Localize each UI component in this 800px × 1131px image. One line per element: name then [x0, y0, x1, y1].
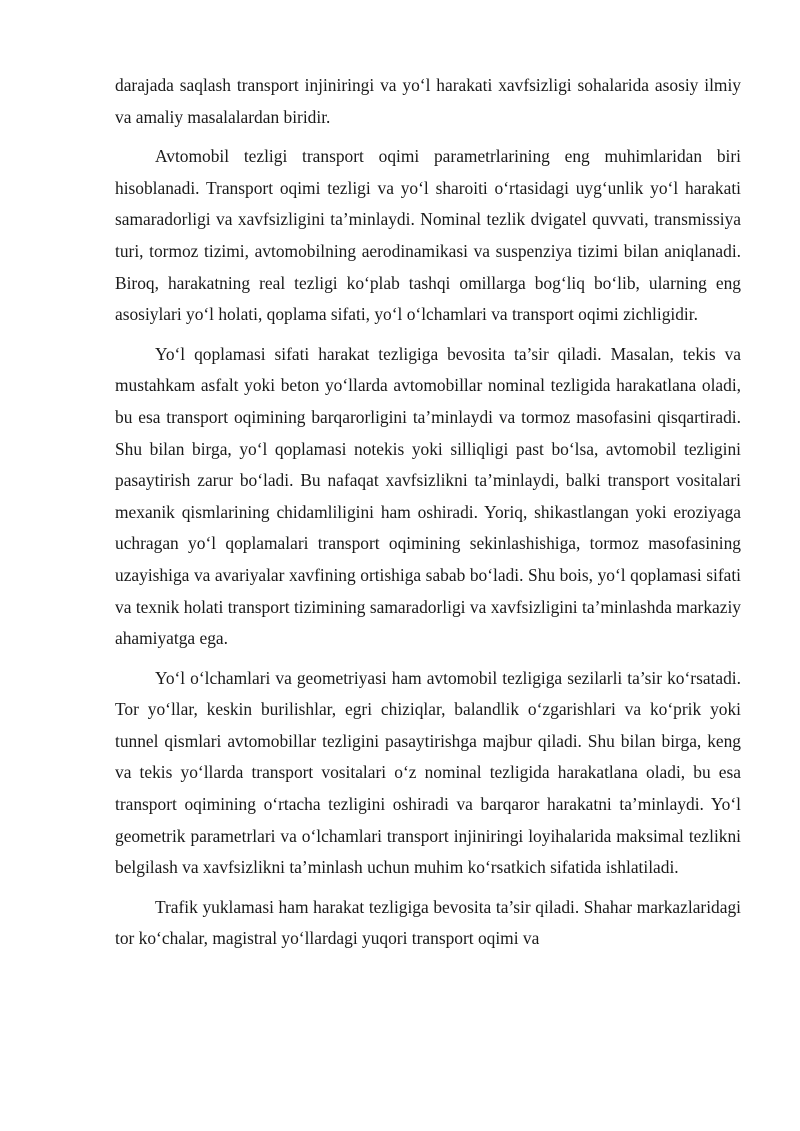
paragraph-vehicle-speed: Avtomobil tezligi transport oqimi parametrlarining eng muhimlaridan biri hisoblanadi. Transport oqimi tezligi va yo‘l sharoiti o‘rtasidagi uyg‘unlik yo‘l harakati samaradorligi va xavfsizligini ta’minlaydi. Nominal tezlik dvigatel quvvati, transmissiya turi, tormoz tizimi, avtomobilning aerodinamikasi va suspenziya tizimi bilan aniqlanadi. Biroq, harakatning real tezligi ko‘plab tashqi omillarga bog‘liq bo‘lib, ularning eng asosiylari yo‘l holati, qoplama sifati, yo‘l o‘lchamlari va transport oqimi zichligidir. [115, 146, 741, 325]
document-body [115, 70, 741, 963]
paragraph-road-surface: Yo‘l qoplamasi sifati harakat tezligiga bevosita ta’sir qiladi. Masalan, tekis va mustahkam asfalt yoki beton yo‘llarda avtomobillar nominal tezligida harakatlana oladi, bu esa transport oqimining barqarorligini ta’minlaydi va tormoz masofasini qisqartiradi. Shu bilan birga, yo‘l qoplamasi notekis yoki silliqligi past bo‘lsa, avtomobil tezligini pasaytirish zarur bo‘ladi. Bu nafaqat xavfsizlikni ta’minlaydi, balki transport vositalari mexanik qismlarining chidamliligini ham oshiradi. Yoriq, shikastlangan yoki eroziyaga uchragan yo‘l qoplamalari transport oqimining sekinlashishiga, tormoz masofasining uzayishiga va avariyalar xavfining ortishiga sabab bo‘ladi. Shu bois, yo‘l qoplamasi sifati va texnik holati transport tizimining samaradorligi va xavfsizligini ta’minlashda markaziy ahamiyatga ega. [115, 343, 741, 649]
paragraph-road-geometry: Yo‘l o‘lchamlari va geometriyasi ham avtomobil tezligiga sezilarli ta’sir ko‘rsatadi. Tor yo‘llar, keskin burilishlar, egri chiziqlar, balandlik o‘zgarishlari va ko‘prik yoki tunnel qismlari avtomobillar tezligini pasaytirishga majbur qiladi. Shu bilan birga, keng va tekis yo‘llarda transport vositalari o‘z nominal tezligida harakatlana oladi, bu esa transport oqimining o‘rtacha tezligini oshiradi va barqaror harakatni ta’minlaydi. Yo‘l geometrik parametrlari va o‘lchamlari transport injiniringi loyihalarida maksimal tezlikni belgilash va xavfsizlikni ta’minlash uchun muhim ko‘rsatkich sifatida ishlatiladi. [115, 667, 741, 878]
paragraph-continued: darajada saqlash transport injiniringi va yo‘l harakati xavfsizligi sohalarida asosiy ilmiy va amaliy masalalardan biridir. [115, 75, 741, 127]
paragraph-traffic-load: Trafik yuklamasi ham harakat tezligiga bevosita ta’sir qiladi. Shahar markazlaridagi tor ko‘chalar, magistral yo‘llardagi yuqori transport oqimi va [115, 896, 741, 949]
